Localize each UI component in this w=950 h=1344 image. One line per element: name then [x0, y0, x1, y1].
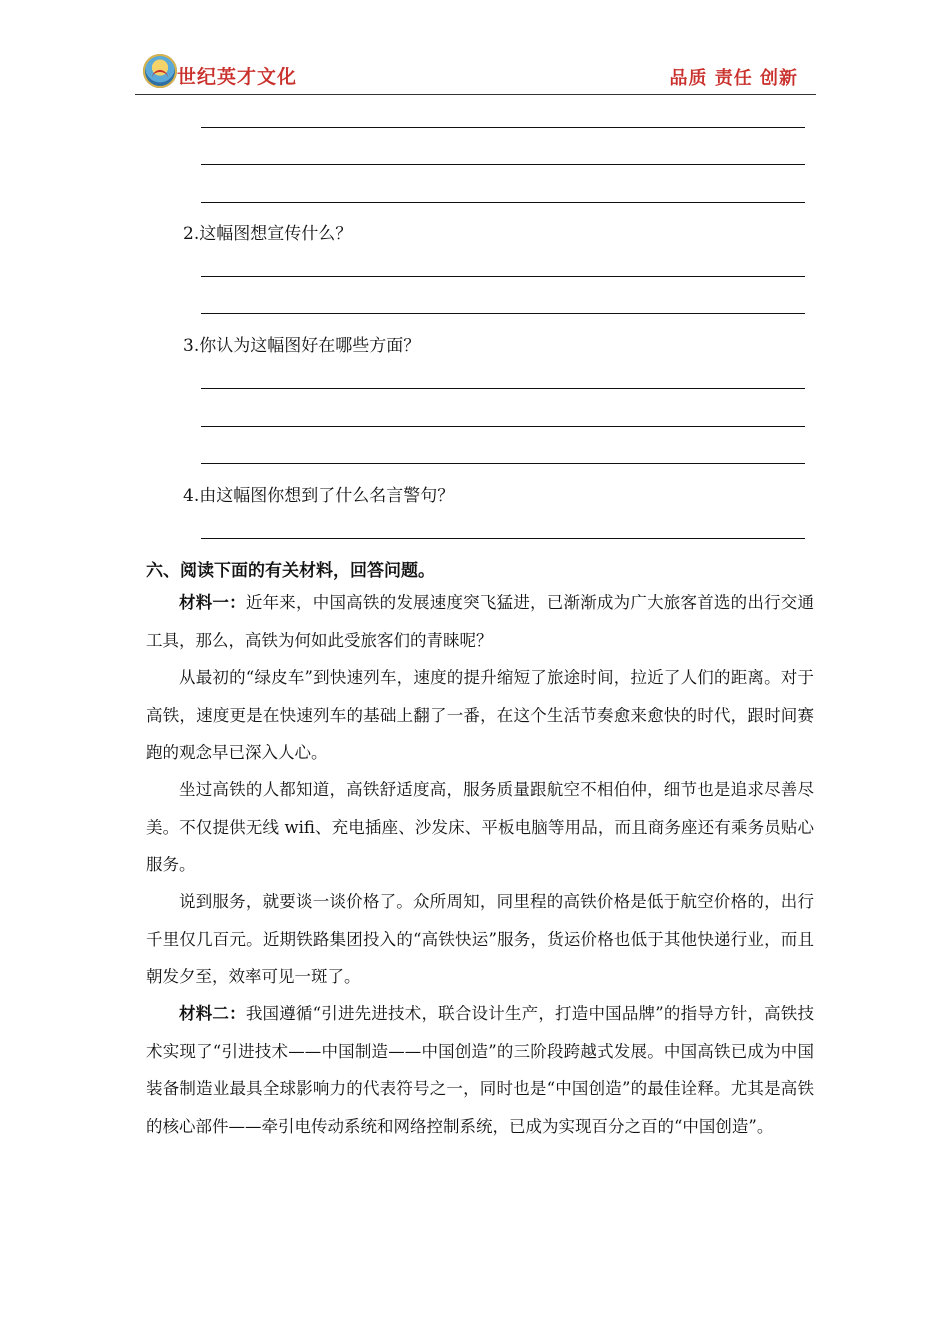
answer-line[interactable]: [201, 202, 805, 203]
question-2: 2.这幅图想宣传什么？: [183, 224, 353, 244]
paragraph-text: 近年来，中国高铁的发展速度突飞猛进，已渐渐成为广大旅客首选的出行交通工具，那么，高铁为何如此受旅客们的青睐呢？: [146, 593, 815, 650]
material-1-paragraph-4: 说到服务，就要谈一谈价格了。众所周知，同里程的高铁价格是低于航空价格的，出行千里仅几百元。近期铁路集团投入的“高铁快运”服务，货运价格也低于其他快递行业，而且朝发夕至，效率可见一斑了。: [146, 892, 814, 986]
answer-line[interactable]: [201, 164, 805, 165]
material-1-paragraph-2: 从最初的“绿皮车”到快速列车，速度的提升缩短了旅途时间，拉近了人们的距离。对于高铁，速度更是在快速列车的基础上翻了一番，在这个生活节奏愈来愈快的时代，跟时间赛跑的观念早已深入人心。: [146, 668, 814, 762]
answer-line[interactable]: [201, 276, 805, 277]
brand-name: 世纪英才文化: [177, 66, 298, 88]
material-2-paragraph: [146, 995, 814, 1145]
material-1-paragraph-1: [146, 584, 814, 659]
material-2-label: 材料二：: [179, 1004, 246, 1023]
material-1-paragraph-3: 坐过高铁的人都知道，高铁舒适度高，服务质量跟航空不相伯仲，细节也是追求尽善尽美。不仅提供无线 wifi、充电插座、沙发床、平板电脑等用品，而且商务座还有乘务员贴心服务。: [146, 780, 814, 874]
paragraph-text: 我国遵循“引进先进技术，联合设计生产，打造中国品牌”的指导方针，高铁技术实现了“引进技术——中国制造——中国创造”的三阶段跨越式发展。中国高铁已成为中国装备制造业最具全球影响力的代表符号之一，同时也是“中国创造”的最佳诠释。尤其是高铁的核心部件——牵引电传动系统和网络控制系统，已成为实现百分之百的“中国创造”。: [146, 1004, 815, 1136]
header-slogan: 品质 责任 创新: [669, 68, 798, 89]
answer-line[interactable]: [201, 538, 805, 539]
material-1-label: 材料一：: [179, 593, 246, 612]
question-4: 4.由这幅图你想到了什么名言警句？: [183, 486, 455, 506]
answer-line[interactable]: [201, 127, 805, 128]
answer-line[interactable]: [201, 463, 805, 464]
answer-line[interactable]: [201, 388, 805, 389]
question-3: 3.你认为这幅图好在哪些方面？: [183, 336, 421, 356]
logo-icon: [143, 54, 177, 88]
section-heading: 六、阅读下面的有关材料，回答问题。: [146, 561, 435, 581]
answer-line[interactable]: [201, 313, 805, 314]
page-header: [135, 50, 816, 95]
answer-line[interactable]: [201, 426, 805, 427]
